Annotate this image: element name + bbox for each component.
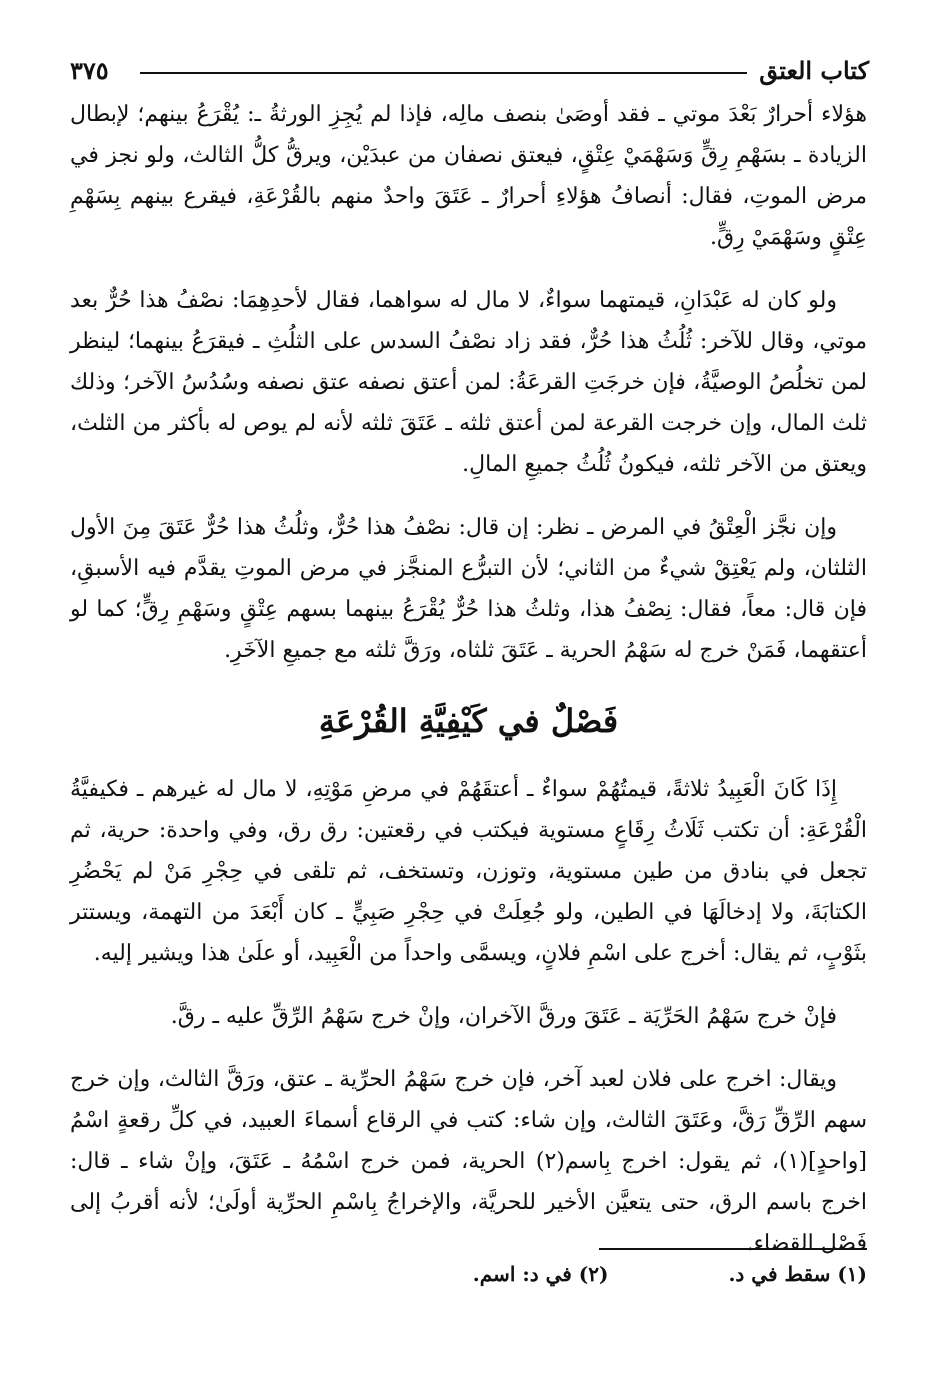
running-title: كتاب العتق (759, 56, 869, 85)
footnote-rule (599, 1248, 867, 1250)
footnote: (١) سقط في د. (728, 1262, 867, 1286)
header-rule (140, 72, 747, 74)
section-heading: فَصْلٌ في كَيْفِيَّةِ القُرْعَةِ (318, 702, 619, 740)
main-text (70, 94, 867, 1286)
paragraph: ولو كان له عَبْدَانِ، قيمتهما سواءٌ، لا مال له سواهما، فقال لأحدِهِمَا: نصْفُ هذا حُرٌّ بعد موتي، وقال للآخر: ثُلُثُ هذا حُرٌّ، فقد زاد نصْفُ السدس على الثلُثِ ـ فيقرَعُ بينهما؛ لينظر لمن تخلُصُ الوصيَّةُ، فإن خرجَتِ القرعَةُ: لمن أعتق نصفه عتق نصفه وسُدُسُ الآخر؛ وذلك ثلث المال، وإن خرجت القرعة لمن أعتق ثلثه ـ عَتَقَ ثلثه لأنه لم يوص له بأكثر من الثلث، ويعتق من الآخر ثلثه، فيكونُ ثُلُثُ جميعِ المالِ. (70, 288, 867, 477)
page-header (70, 48, 869, 92)
footnotes-list (70, 1262, 867, 1286)
paragraph: إِذَا كَانَ الْعَبِيدُ ثلاثةً، قيمتُهُمْ سواءٌ ـ أعتقَهُمْ في مرضِ مَوْتِهِ، لا مال له غيرهم ـ فكيفيَّةُ الْقُرْعَةِ: أن تكتب ثَلَاثُ رِقَاعٍ مستوية فيكتب في رقعتين: رق رق، وفي واحدة: حرية، ثم تجعل في بنادق من طين مستوية، وتوزن، وتستخف، ثم تلقى في حِجْرِ مَنْ لم يَحْضُرِ الكتابَةَ، ولا إدخالَهَا في الطين، ولو جُعِلَتْ في حِجْرِ صَبِيٍّ ـ كان أَبْعَدَ من التهمة، ويستتر بثَوْبٍ، ثم يقال: أخرج على اسْمِ فلانٍ، ويسمَّى واحداً من الْعَبِيد، أو علَىٰ هذا ويشير إليه. (70, 777, 867, 966)
paragraph: هؤلاء أحرارٌ بَعْدَ موتي ـ فقد أوصَىٰ بنصف مالِه، فإذا لم يُجِزِ الورثةُ ـ: يُقْرَعُ بينهم؛ لإبطال الزيادة ـ بسَهْمِ رِقٍّ وَسَهْمَيْ عِتْقٍ، فيعتق نصفان من عبدَيْن، ويرقُّ كلُّ الثالث، ولو نجز في مرض الموتِ، فقال: أنصافُ هؤلاءِ أحرارٌ ـ عَتَقَ واحدٌ منهم بالقُرْعَةِ، فيقرع بينهم بِسَهْمِ عِتْقٍ وسَهْمَيْ رِقٍّ. (70, 102, 867, 250)
page-number: ٣٧٥ (70, 56, 109, 85)
footnotes-section (70, 1248, 867, 1286)
paragraph: فإنْ خرج سَهْمُ الحَرِّيَة ـ عَتَقَ ورقَّ الآخران، وإنْ خرج سَهْمُ الرِّقِّ عليه ـ رقَّ. (170, 1004, 837, 1029)
footnote: (٢) في د: اسم. (472, 1262, 609, 1286)
paragraph: ويقال: اخرج على فلان لعبد آخر، فإن خرج سَهْمُ الحرِّية ـ عتق، ورَقَّ الثالث، وإن خرج سهم الرِّقِّ رَقَّ، وعَتَقَ الثالث، وإن شاء: كتب في الرقاع أسماءَ العبيد، في كلِّ رقعةٍ اسْمُ [واحدٍ](١)، ثم يقول: اخرج بِاسم(٢) الحرية، فمن خرج اسْمُهُ ـ عَتَقَ، وإنْ شاء ـ قال: اخرج باسم الرق، حتى يتعيَّن الأخير للحريَّة، والإخراجُ بِاسْمِ الحرِّية أولَىٰ؛ لأنه أقربُ إلى فَصْل القضاء. (70, 1067, 867, 1256)
paragraph: وإن نجَّز الْعِتْقُ في المرض ـ نظر: إن قال: نصْفُ هذا حُرٌّ، وثلُثُ هذا حُرٌّ عَتَقَ مِنَ الأول الثلثان، ولم يَعْتِقْ شيءٌ من الثاني؛ لأن التبرُّع المنجَّز في مرض الموتِ يقدَّم فيه الأسبقِ، فإن قال: معاً، فقال: نِصْفُ هذا، وثلثُ هذا حُرٌّ يُقْرَعُ بينهما بسهم عِتْقٍ وسَهْمِ رِقٍّ؛ كما لو أعتقهما، فَمَنْ خرج له سَهْمُ الحرية ـ عَتَقَ ثلثاه، ورَقَّ ثلثه مع جميعِ الآخَرِ. (70, 515, 867, 663)
